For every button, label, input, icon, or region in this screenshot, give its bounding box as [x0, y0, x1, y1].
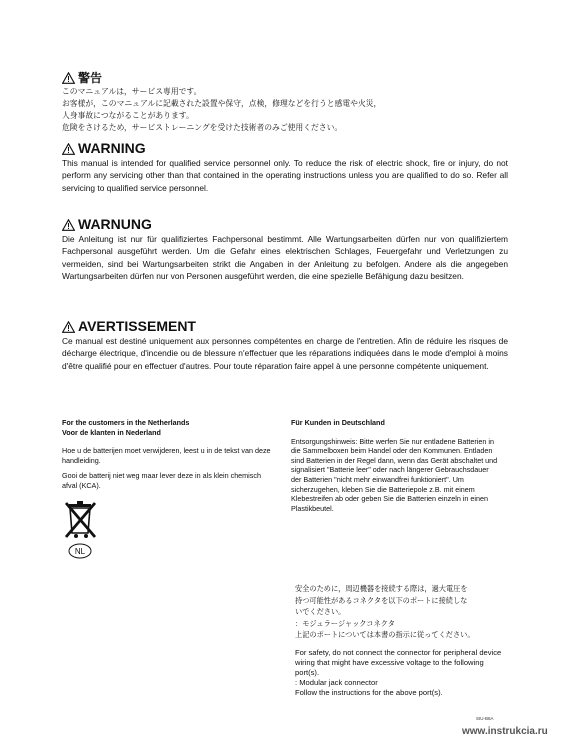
- warning-triangle-icon: [62, 321, 75, 333]
- watermark: www.instrukcia.ru: [462, 726, 548, 737]
- de-disposal-title: Für Kunden in Deutschland: [291, 418, 385, 427]
- nl-paragraph: Gooi de batterij niet weg maar lever deze in als klein chemisch afval (KCA).: [62, 471, 261, 490]
- fr-warning-heading: [62, 318, 508, 335]
- de-disposal-section: [291, 418, 501, 519]
- ja-warning-title: 警告: [78, 71, 103, 85]
- ja-warning-line: 危険をさけるため，サービストレーニングを受けた技術者のみご使用ください。: [62, 123, 343, 132]
- ja-safety-line: ：モジュラージャックコネクタ: [295, 618, 395, 628]
- en-safety-note: Follow the instructions for the above port(s).: [295, 688, 443, 697]
- warning-triangle-icon: [62, 72, 75, 84]
- warning-triangle-icon: [62, 219, 75, 231]
- ja-warning-heading: [62, 70, 508, 86]
- en-warning-heading: [62, 140, 508, 157]
- en-safety-section: [295, 648, 505, 698]
- warning-triangle-icon: [62, 143, 75, 155]
- nl-logo-text: NL: [74, 546, 86, 556]
- nl-paragraph: Hoe u de batterijen moet verwijderen, leest u in de tekst van deze handleiding.: [62, 446, 271, 465]
- fr-warning-title: AVERTISSEMENT: [78, 318, 196, 334]
- ja-warning-line: このマニュアルは，サービス専用です。: [62, 87, 202, 96]
- en-safety-text: For safety, do not connect the connector for peripheral device wiring that might have excessive voltage to the following port(s).: [295, 648, 502, 677]
- crossed-out-bin-icon: [64, 499, 104, 559]
- ja-safety-line: 上記のポートについては本書の指示に従ってください。: [295, 630, 475, 639]
- ja-safety-line: 持つ可能性があるコネクタを以下のポートに接続しな: [295, 595, 468, 605]
- ja-warning-line: お客様が，このマニュアルに記載された設置や保守，点検，修理などを行うと感電や火災，: [62, 99, 382, 108]
- nl-title-en: For the customers in the Netherlands: [62, 418, 190, 427]
- ja-warning-section: [62, 70, 508, 134]
- ja-safety-section: [295, 583, 515, 641]
- fr-warning-text: Ce manual est destiné uniquement aux personnes compétentes en charge de l'entretien. Afin de réduire les risques de décharge électrique, d'incendie ou de blessure n'effectuer que les réparations indiquées dans le mode d'emploi à moins d'être qualifié pour en effectuer d'autres. Pour toute réparation faire appel à une personne compétente uniquement.: [62, 336, 508, 371]
- de-warning-section: [62, 216, 508, 282]
- de-disposal-text: Entsorgungshinweis: Bitte werfen Sie nur entladene Batterien in die Sammelboxen beim Handel oder den Kommunen. Entladen sind Batterien in der Regel dann, wenn das Gerät abschaltet und signalisiert "Batterie leer" oder nach längerer Gebrauchsdauer der Batterien "nicht mehr einwandfrei funktioniert". Um sicherzugehen, kleben Sie die Batteriepole z.B. mit einem Klebestreifen ab oder geben Sie die Batterien einzeln in einen Plastikbeutel.: [291, 436, 498, 513]
- en-safety-item: : Modular jack connector: [295, 678, 378, 687]
- en-warning-text: This manual is intended for qualified service personnel only. To reduce the risk of electric shock, fire or injury, do not perform any servicing other than that contained in the operating instructions unless you are qualified to do so. Refer all servicing to qualified service personnel.: [62, 158, 508, 193]
- nl-title-nl: Voor de klanten in Nederland: [62, 427, 161, 437]
- ja-warning-line: 人身事故につながることがあります。: [62, 111, 194, 120]
- en-warning-title: WARNING: [78, 140, 146, 156]
- fr-warning-section: [62, 318, 508, 372]
- de-warning-title: WARNUNG: [78, 216, 152, 232]
- nl-disposal-section: [62, 418, 288, 561]
- de-warning-text: Die Anleitung ist nur für qualifiziertes Fachpersonal bestimmt. Alle Wartungsarbeiten dürfen nur von qualifiziertem Fachpersonal ausgeführt werden. Um die Gefahr eines elektrischen Schlages, Feuergefahr und Verletzungen zu vermeiden, sind bei Wartungsarbeiten strikt die Angaben in der Anleitung zu befolgen. Andere als die angegeben Wartungsarbeiten dürfen nur von Personen ausgeführt werden, die eine spezielle Befähigung dazu besitzen.: [62, 234, 508, 281]
- ja-safety-line: いでください。: [295, 607, 346, 616]
- ja-safety-line: 安全のために，周辺機器を接続する際は，過大電圧を: [295, 584, 468, 593]
- de-warning-heading: [62, 216, 508, 233]
- page-code: SIU-B6A: [476, 716, 494, 721]
- en-warning-section: [62, 140, 508, 194]
